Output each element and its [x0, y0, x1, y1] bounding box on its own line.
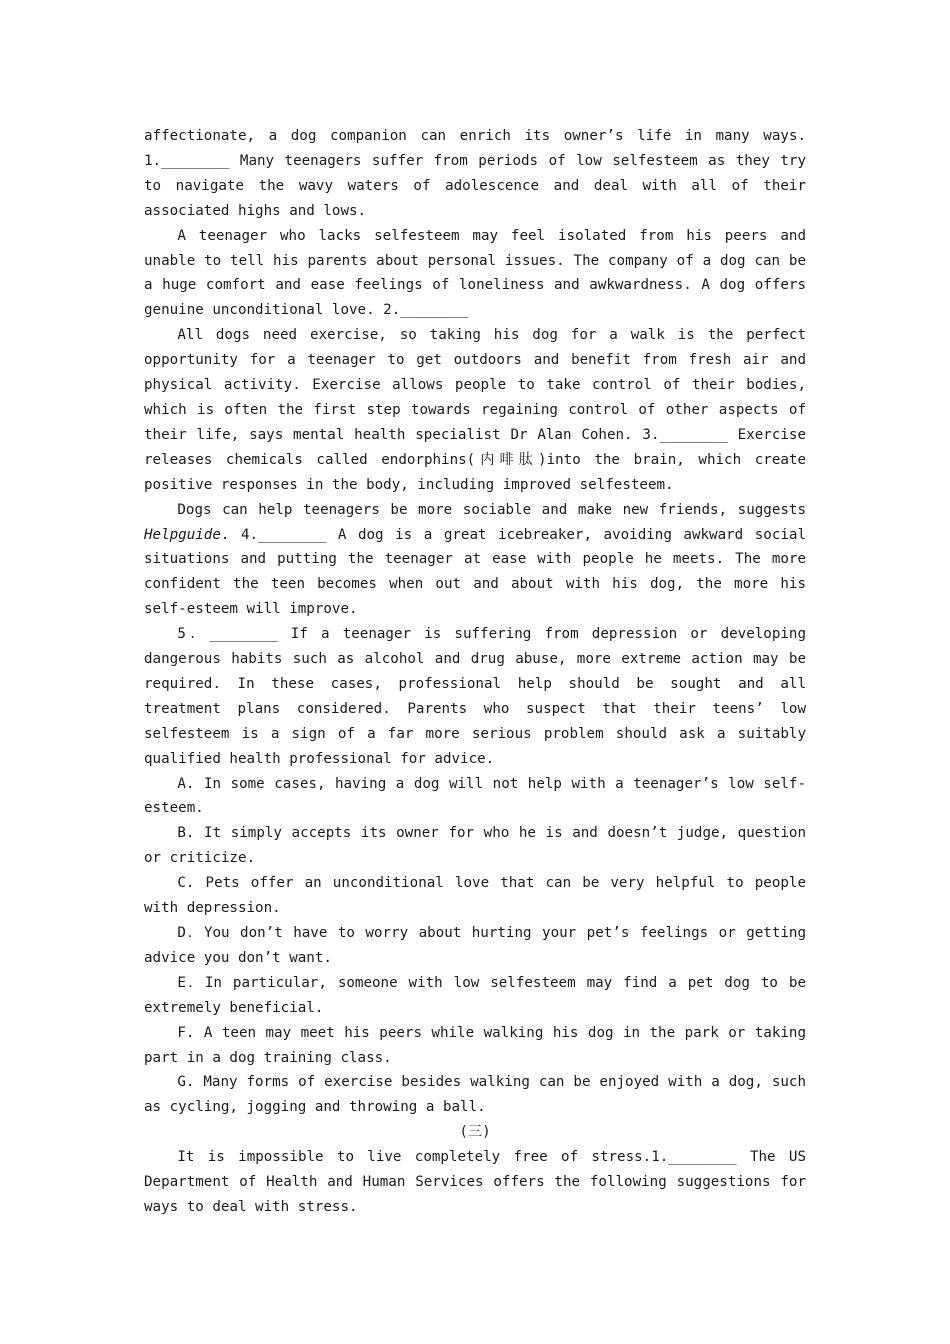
passage-paragraph-5: 5．________ If a teenager is suffering from depression or developing dangerous habits such as alcohol and drug abuse, more extreme action may be required. In these cases, professional help should be sought and all treatment plans considered. Parents who suspect that their teens’ low selfesteem is a sign of a far more serious problem should ask a suitably qualified health professional for advice.: [144, 626, 806, 767]
option-e: E．In particular, someone with low selfesteem may find a pet dog to be extremely beneficial.: [144, 974, 806, 1016]
option-g: G. Many forms of exercise besides walking can be enjoyed with a dog, such as cycling, jogging and throwing a ball.: [144, 1074, 806, 1116]
passage-paragraph-3: All dogs need exercise, so taking his dog for a walk is the perfect opportunity for a teenager to get outdoors and benefit from fresh air and physical activity. Exercise allows people to take control of their bodies, which is often the first step towards regaining control of other aspects of their life, says mental health specialist Dr Alan Cohen. 3.________ Exercise releases chemicals called endorphins(内啡肽)into the brain, which create positive responses in the body, including improved selfesteem.: [144, 327, 806, 493]
source-name: Helpguide: [144, 526, 221, 543]
passage-paragraph-1: affectionate, a dog companion can enrich its owner’s life in many ways. 1.________ Many teenagers suffer from periods of low selfesteem as they try to navigate the wavy waters of adolescence and deal with all of their associated highs and lows.: [144, 128, 806, 219]
option-f: F. A teen may meet his peers while walking his dog in the park or taking part in a dog training class.: [144, 1024, 806, 1066]
paragraph-4-rest: . 4.________ A dog is a great icebreaker, avoiding awkward social situations and putting the teenager at ease with people he meets. The more confident the teen becomes when out and about with his dog, the more his self-esteem will improve.: [144, 526, 806, 618]
passage-3-paragraph-1: It is impossible to live completely free of stress.1.________ The US Department of Health and Human Services offers the following suggestions for ways to deal with stress.: [144, 1149, 806, 1215]
option-b: B. It simply accepts its owner for who he is and doesn’t judge, question or criticize.: [144, 825, 806, 867]
section-heading: (三): [459, 1124, 491, 1141]
option-c: C. Pets offer an unconditional love that can be very helpful to people with depression.: [144, 875, 806, 917]
passage-paragraph-4: [144, 498, 806, 623]
option-d: D．You don’t have to worry about hurting your pet’s feelings or getting advice you don’t want.: [144, 925, 806, 966]
option-a: A. In some cases, having a dog will not help with a teenager’s low self-esteem.: [144, 775, 806, 817]
passage-paragraph-2: A teenager who lacks selfesteem may feel isolated from his peers and unable to tell his parents about personal issues. The company of a dog can be a huge comfort and ease feelings of loneliness and awkwardness. A dog offers genuine unconditional love. 2.________: [144, 227, 806, 319]
document-page: [144, 124, 806, 1220]
paragraph-4-lead: Dogs can help teenagers be more sociable and make new friends, suggests: [177, 501, 806, 518]
